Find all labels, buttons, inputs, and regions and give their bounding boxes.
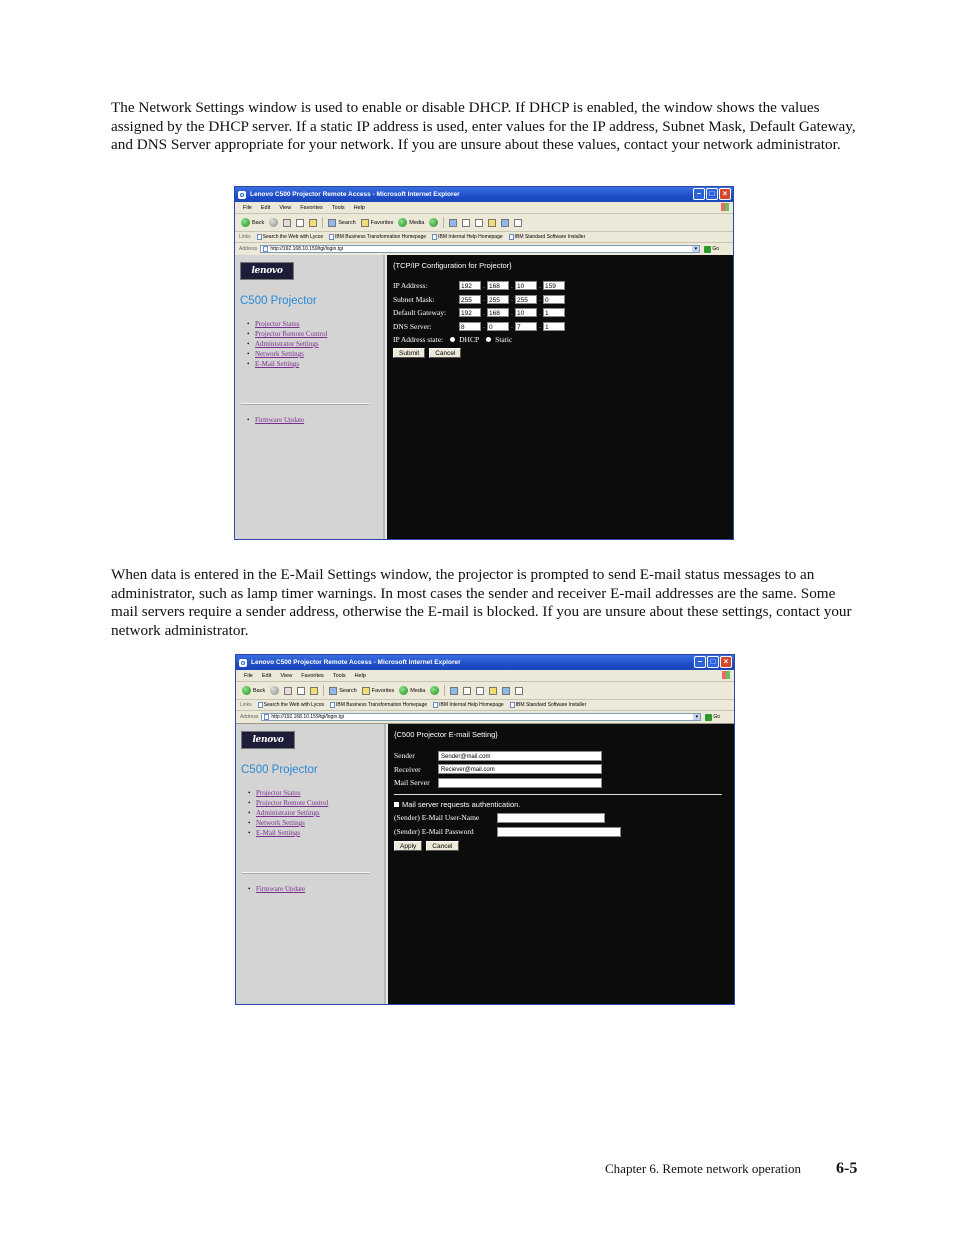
dropdown-icon[interactable]: ▾ xyxy=(693,714,700,720)
menu-favorites[interactable]: Favorites xyxy=(301,672,324,679)
chapter-footer: Chapter 6. Remote network operation xyxy=(605,1161,802,1176)
title-bar xyxy=(235,187,733,202)
ip-address-row: IP Address: 192 . 168 . 10 . 159 xyxy=(393,279,733,293)
menu-file[interactable]: File xyxy=(244,672,253,679)
messenger-icon[interactable] xyxy=(515,687,523,695)
page-icon xyxy=(257,234,262,240)
page-icon xyxy=(330,702,335,708)
username-row: (Sender) E-Mail User-Name xyxy=(394,811,734,825)
lenovo-logo: lenovo xyxy=(241,731,295,749)
links-bar: Links Search the Web with Lycos IBM Business Transformation Homepage IBM Internal Help Homepage IBM Standard Software Installer xyxy=(235,232,733,243)
messenger-icon[interactable] xyxy=(514,219,522,227)
sidebar xyxy=(236,724,386,1004)
ie-icon xyxy=(239,659,247,667)
menu-favorites[interactable]: Favorites xyxy=(300,204,323,211)
receiver-row: Receiver Reciever@mail.com xyxy=(394,763,734,777)
bluetooth-icon[interactable] xyxy=(502,687,510,695)
page-icon xyxy=(510,702,515,708)
minimize-icon[interactable]: – xyxy=(694,656,706,668)
sender-row: Sender Sender@mail.com xyxy=(394,749,734,763)
auth-row: Mail server requests authentication. xyxy=(394,799,734,811)
history-icon[interactable] xyxy=(429,218,438,227)
address-bar: Address http://192.168.10.159/tgi/login.tgi ▾ Go xyxy=(236,711,734,724)
links-bar: Links Search the Web with Lycos IBM Business Transformation Homepage IBM Internal Help Homepage IBM Standard Software Installer xyxy=(236,700,734,711)
mail-server-row: Mail Server xyxy=(394,776,734,790)
static-radio[interactable] xyxy=(486,337,491,342)
close-icon[interactable]: × xyxy=(720,656,732,668)
dns-octet-1[interactable]: 8 xyxy=(459,322,481,331)
link-lycos[interactable]: Search the Web with Lycos xyxy=(257,234,323,240)
divider xyxy=(394,794,722,795)
nav-firmware-update[interactable]: • Firmware Update xyxy=(256,885,305,893)
nav-projector-remote-control[interactable]: • Projector Remote Control xyxy=(255,329,327,339)
page-icon xyxy=(264,714,269,720)
auth-checkbox[interactable] xyxy=(394,802,399,807)
sidebar xyxy=(235,255,385,539)
link-ibm-bt[interactable]: IBM Business Transformation Homepage xyxy=(329,234,426,240)
dns-octet-3[interactable]: 7 xyxy=(515,322,537,331)
home-icon[interactable] xyxy=(309,219,317,227)
apply-button[interactable]: Apply xyxy=(394,841,422,851)
link-ibm-help[interactable]: IBM Internal Help Homepage xyxy=(433,702,503,708)
menu-file[interactable]: File xyxy=(243,204,252,211)
panel-title: {TCP/IP Configuration for Projector} xyxy=(393,261,512,270)
page-number: 6-5 xyxy=(836,1160,858,1177)
menu-tools[interactable]: Tools xyxy=(332,672,346,679)
maximize-icon[interactable]: □ xyxy=(707,656,719,668)
minimize-icon[interactable]: – xyxy=(693,188,705,200)
menu-bar xyxy=(235,202,733,214)
link-ibm-installer[interactable]: IBM Standard Software Installer xyxy=(509,234,586,240)
stop-icon[interactable] xyxy=(283,219,291,227)
windows-flag-icon xyxy=(721,203,729,211)
browser-window-email xyxy=(235,654,735,1005)
page-icon xyxy=(509,234,514,240)
forward-icon[interactable] xyxy=(270,686,279,695)
subnet-octet-4[interactable]: 0 xyxy=(543,295,565,304)
search-button[interactable]: Search xyxy=(329,687,356,695)
nav-projector-remote-control[interactable]: • Projector Remote Control xyxy=(256,798,328,808)
nav-projector-status[interactable]: • Projector Status xyxy=(255,319,327,329)
favorites-button[interactable]: Favorites xyxy=(362,687,395,695)
menu-tools[interactable]: Tools xyxy=(331,204,345,211)
address-input[interactable]: http://192.168.10.159/tgi/login.tgi ▾ xyxy=(261,713,701,721)
page-icon xyxy=(433,702,438,708)
menu-view[interactable]: View xyxy=(280,672,293,679)
link-ibm-help[interactable]: IBM Internal Help Homepage xyxy=(432,234,502,240)
nav-list xyxy=(255,319,327,369)
ip-octet-1[interactable]: 192 xyxy=(459,281,481,290)
menu-help[interactable]: Help xyxy=(354,672,366,679)
media-icon xyxy=(399,686,408,695)
refresh-icon[interactable] xyxy=(297,687,305,695)
media-button[interactable]: Media xyxy=(398,218,424,227)
mail-server-input[interactable] xyxy=(438,778,602,788)
edit-icon[interactable] xyxy=(475,219,483,227)
intro-paragraph-email: When data is entered in the E-Mail Settings window, the projector is prompted to send E-mail status messages to an administrator, such as lamp timer warnings. In most cases the sender and receiver E-mail addresses are the same. Some mail servers require a sender address, otherwise the E-mail is blocked. If you are unsure about these settings, contact your network administrator. xyxy=(111,566,852,639)
history-icon[interactable] xyxy=(430,686,439,695)
forward-icon[interactable] xyxy=(269,218,278,227)
gateway-octet-3[interactable]: 10 xyxy=(515,308,537,317)
discuss-icon[interactable] xyxy=(488,219,496,227)
gateway-row: Default Gateway: 192 . 168 . 10 . 1 xyxy=(393,306,733,320)
dropdown-icon[interactable]: ▾ xyxy=(692,246,699,252)
submit-button[interactable]: Submit xyxy=(393,348,425,358)
favorites-icon xyxy=(362,687,370,695)
mail-icon[interactable] xyxy=(449,219,457,227)
subnet-octet-1[interactable]: 255 xyxy=(459,295,481,304)
menu-edit[interactable]: Edit xyxy=(260,204,271,211)
intro-paragraph-network: The Network Settings window is used to enable or disable DHCP. If DHCP is enabled, the window shows the values assigned by the DHCP server. If a static IP address is used, enter values for the IP address, Subnet Mask, Default Gateway, and DNS Server appropriate for your network. If you are unsure about these values, contact your network administrator. xyxy=(111,99,856,154)
ip-octet-3[interactable]: 10 xyxy=(515,281,537,290)
nav-list xyxy=(256,788,328,838)
refresh-icon[interactable] xyxy=(296,219,304,227)
page-icon xyxy=(329,234,334,240)
nav-email-settings[interactable]: • E-Mail Settings xyxy=(256,828,328,838)
nav-administrator-settings[interactable]: • Administrator Settings xyxy=(255,339,327,349)
username-input[interactable] xyxy=(497,813,605,823)
cancel-button[interactable]: Cancel xyxy=(426,841,458,851)
favorites-icon xyxy=(361,219,369,227)
stop-icon[interactable] xyxy=(284,687,292,695)
media-icon xyxy=(398,218,407,227)
go-arrow-icon xyxy=(704,246,711,253)
go-button[interactable]: Go xyxy=(704,246,719,253)
favorites-button[interactable]: Favorites xyxy=(361,219,394,227)
home-icon[interactable] xyxy=(310,687,318,695)
menu-edit[interactable]: Edit xyxy=(261,672,272,679)
divider xyxy=(242,872,370,874)
panel-title: {C500 Projector E-mail Setting} xyxy=(394,730,498,739)
back-button[interactable]: Back xyxy=(241,218,264,227)
link-ibm-bt[interactable]: IBM Business Transformation Homepage xyxy=(330,702,427,708)
browser-window-network xyxy=(234,186,734,540)
back-arrow-icon xyxy=(241,218,250,227)
subnet-octet-3[interactable]: 255 xyxy=(515,295,537,304)
search-icon xyxy=(328,219,336,227)
dns-octet-4[interactable]: 1 xyxy=(543,322,565,331)
search-button[interactable]: Search xyxy=(328,219,355,227)
subnet-octet-2[interactable]: 255 xyxy=(487,295,509,304)
product-title: C500 Projector xyxy=(241,764,318,776)
nav-administrator-settings[interactable]: • Administrator Settings xyxy=(256,808,328,818)
password-input[interactable] xyxy=(497,827,621,837)
password-row: (Sender) E-Mail Password xyxy=(394,825,734,839)
menu-view[interactable]: View xyxy=(279,204,292,211)
ip-octet-2[interactable]: 168 xyxy=(487,281,509,290)
address-bar: Address http://192.168.10.159/tgi/login.tgi ▾ Go xyxy=(235,243,733,256)
divider xyxy=(241,403,369,405)
print-icon[interactable] xyxy=(463,687,471,695)
ie-icon xyxy=(238,191,246,199)
gateway-octet-4[interactable]: 1 xyxy=(543,308,565,317)
link-lycos[interactable]: Search the Web with Lycos xyxy=(258,702,324,708)
back-button[interactable]: Back xyxy=(242,686,265,695)
nav-network-settings[interactable]: • Network Settings xyxy=(255,349,327,359)
title-bar xyxy=(236,655,734,670)
receiver-input[interactable]: Reciever@mail.com xyxy=(438,764,602,774)
page-icon xyxy=(258,702,263,708)
go-button[interactable]: Go xyxy=(705,714,720,721)
page-icon xyxy=(263,246,268,252)
dns-octet-2[interactable]: 0 xyxy=(487,322,509,331)
toolbar xyxy=(235,214,733,232)
go-arrow-icon xyxy=(705,714,712,721)
bluetooth-icon[interactable] xyxy=(501,219,509,227)
sender-input[interactable]: Sender@mail.com xyxy=(438,751,602,761)
window-title: Lenovo C500 Projector Remote Access - Microsoft Internet Explorer xyxy=(250,191,460,198)
close-icon[interactable]: × xyxy=(719,188,731,200)
gateway-octet-2[interactable]: 168 xyxy=(487,308,509,317)
back-arrow-icon xyxy=(242,686,251,695)
maximize-icon[interactable]: □ xyxy=(706,188,718,200)
menu-bar xyxy=(236,670,734,682)
lenovo-logo: lenovo xyxy=(240,262,294,280)
toolbar xyxy=(236,682,734,700)
nav-projector-status[interactable]: • Projector Status xyxy=(256,788,328,798)
edit-icon[interactable] xyxy=(476,687,484,695)
page-icon xyxy=(432,234,437,240)
discuss-icon[interactable] xyxy=(489,687,497,695)
ip-octet-4[interactable]: 159 xyxy=(543,281,565,290)
print-icon[interactable] xyxy=(462,219,470,227)
nav-network-settings[interactable]: • Network Settings xyxy=(256,818,328,828)
window-title: Lenovo C500 Projector Remote Access - Microsoft Internet Explorer xyxy=(251,659,461,666)
address-input[interactable]: http://192.168.10.159/tgi/login.tgi ▾ xyxy=(260,245,700,253)
dhcp-radio[interactable] xyxy=(450,337,455,342)
ip-state-row: IP Address state: DHCP Static xyxy=(393,335,513,344)
email-settings-panel xyxy=(386,724,734,1004)
windows-flag-icon xyxy=(722,671,730,679)
search-icon xyxy=(329,687,337,695)
cancel-button[interactable]: Cancel xyxy=(429,348,461,358)
gateway-octet-1[interactable]: 192 xyxy=(459,308,481,317)
menu-help[interactable]: Help xyxy=(353,204,365,211)
link-ibm-installer[interactable]: IBM Standard Software Installer xyxy=(510,702,587,708)
network-settings-panel xyxy=(385,255,733,539)
nav-firmware-update[interactable]: • Firmware Update xyxy=(255,416,304,424)
nav-email-settings[interactable]: • E-Mail Settings xyxy=(255,359,327,369)
dns-server-row: DNS Server: 8 . 0 . 7 . 1 xyxy=(393,320,733,334)
subnet-mask-row: Subnet Mask: 255 . 255 . 255 . 0 xyxy=(393,293,733,307)
mail-icon[interactable] xyxy=(450,687,458,695)
product-title: C500 Projector xyxy=(240,295,317,307)
media-button[interactable]: Media xyxy=(399,686,425,695)
